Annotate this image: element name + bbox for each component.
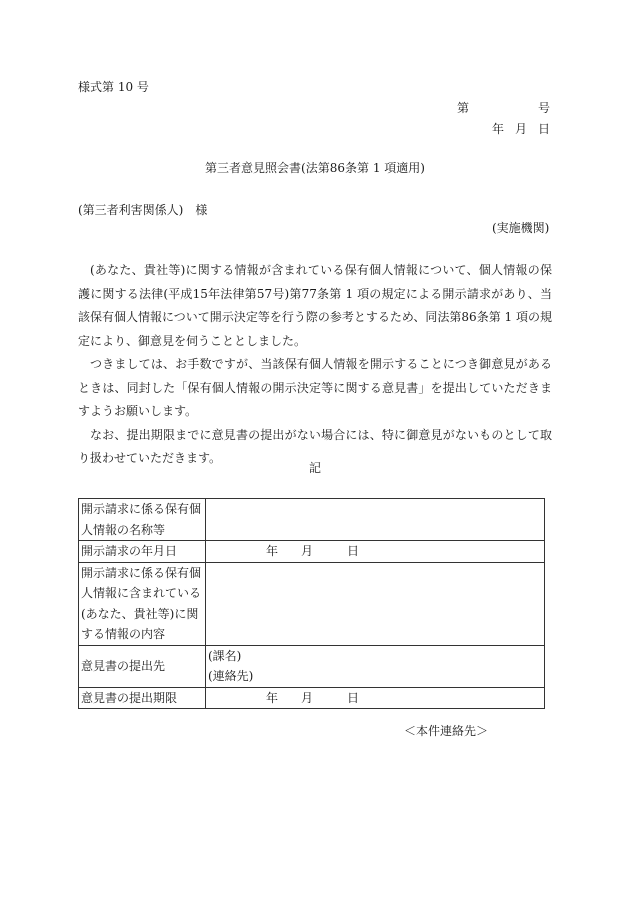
document-title: 第三者意見照会書(法第86条第 1 項適用) [205,161,425,175]
value-personal-info-name [206,499,545,541]
table-row [79,645,545,687]
date-year: 年 [266,690,279,705]
date-month: 月 [301,544,314,558]
date-month: 月 [514,122,527,136]
info-table [78,498,545,709]
table-row [79,499,545,541]
section-name-label: (課名) [208,648,242,663]
date-year: 年 [492,122,505,136]
paragraph: (あなた、貴社等)に関する情報が含まれている保有個人情報について、個人情報の保護に関する法律(平成15年法律第57号)第77条第 1 項の規定による開示請求があり、当該保有個人情報について開示決定等を行う際の参考とするため、同法第86条第 1 項の規定により、御意見を伺うこととしました。 [78,263,552,348]
table-row [79,562,545,645]
contact-info-label: (連絡先) [208,669,254,683]
value-submission-deadline [206,687,545,709]
contact-heading: ＜本件連絡先＞ [404,724,489,738]
paragraph: つきましては、お手数ですが、当該保有個人情報を開示することにつき御意見があるときは、同封した「保有個人情報の開示決定等に関する意見書」を提出していただきますようお願いします。 [78,357,552,418]
date-month: 月 [301,690,314,705]
value-request-date [206,541,545,563]
paragraph: なお、提出期限までに意見書の提出がない場合には、特に御意見がないものとして取り扱わせていただきます。 [78,427,552,465]
table-row [79,687,545,709]
ki-heading: 記 [308,461,321,475]
date-day: 日 [347,690,360,705]
date-year: 年 [266,544,279,558]
row-label-info-content: 開示請求に係る保有個人情報に含まれている(あなた、貴社等)に関する情報の内容 [79,562,206,645]
body-text [78,259,552,471]
row-label-request-date: 開示請求の年月日 [79,541,206,563]
row-label-submission-deadline: 意見書の提出期限 [79,687,206,709]
addressee: (第三者利害関係人) 様 [78,203,208,217]
row-label-submission-destination: 意見書の提出先 [79,645,206,687]
document-date [492,121,550,137]
document-number-suffix: 号 [537,101,550,115]
document-number-prefix: 第 [457,101,470,115]
date-day: 日 [347,544,360,558]
value-submission-destination [206,645,545,687]
form-number: 様式第 10 号 [78,80,149,94]
implementing-agency: (実施機関) [492,221,550,235]
row-label-personal-info-name: 開示請求に係る保有個人情報の名称等 [79,499,206,541]
date-day: 日 [537,122,550,136]
table-row [79,541,545,563]
document-number [457,100,550,116]
value-info-content [206,562,545,645]
